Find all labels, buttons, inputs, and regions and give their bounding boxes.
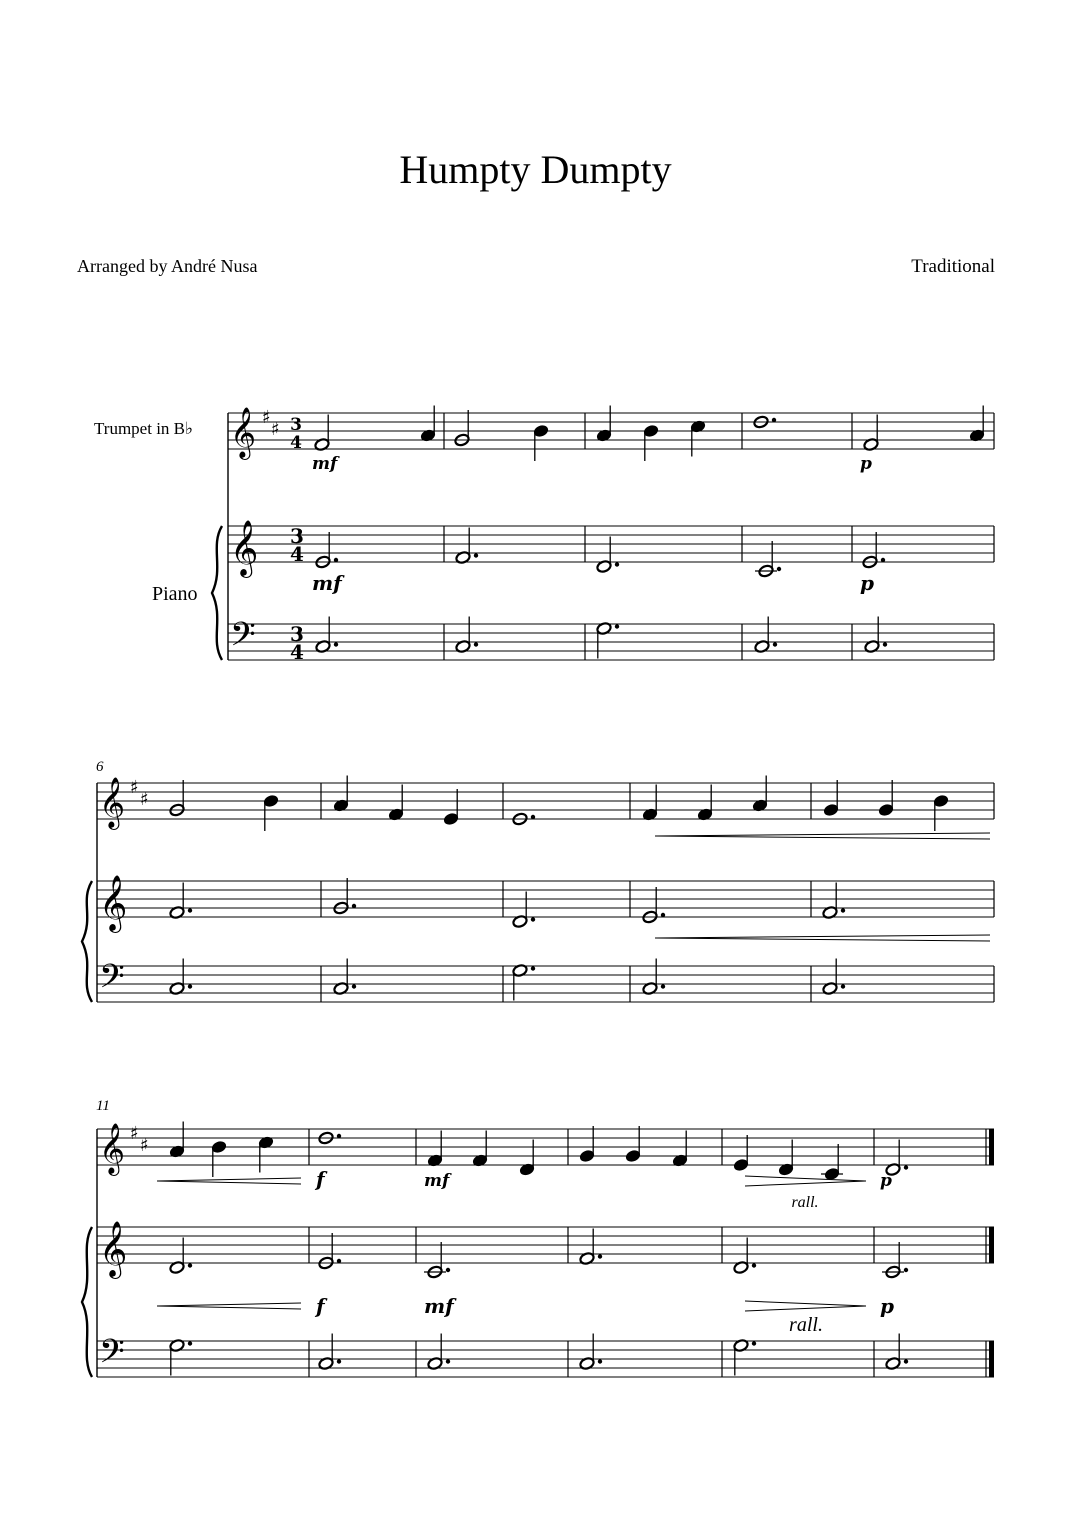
dynamic-mf: mf bbox=[424, 1294, 454, 1318]
augmentation-dot bbox=[841, 984, 845, 988]
dynamic-mf: mf bbox=[312, 454, 338, 474]
dynamic-p: p bbox=[880, 1171, 892, 1191]
composer-credit: Traditional bbox=[911, 256, 995, 277]
augmentation-dot bbox=[337, 1259, 341, 1263]
treble-clef: 𝄞 bbox=[99, 875, 128, 931]
augmentation-dot bbox=[474, 553, 478, 557]
augmentation-dot bbox=[531, 917, 535, 921]
crescendo-hairpin bbox=[157, 1306, 301, 1309]
bass-clef: 𝄢 bbox=[99, 1333, 125, 1379]
augmentation-dot bbox=[904, 1268, 908, 1272]
key-signature-sharp: ♯ bbox=[130, 1123, 139, 1144]
augmentation-dot bbox=[777, 567, 781, 571]
time-signature-denominator: 4 bbox=[290, 640, 304, 664]
piano-brace bbox=[212, 526, 222, 660]
key-signature-sharp: ♯ bbox=[262, 407, 271, 428]
measure-number: 11 bbox=[96, 1098, 110, 1114]
augmentation-dot bbox=[188, 908, 192, 912]
tempo-marking-rall: rall. bbox=[791, 1194, 819, 1211]
key-signature-sharp: ♯ bbox=[140, 1135, 149, 1156]
crescendo-hairpin bbox=[655, 935, 990, 938]
augmentation-dot bbox=[881, 558, 885, 562]
bass-clef: 𝄢 bbox=[99, 958, 125, 1004]
augmentation-dot bbox=[615, 624, 619, 628]
treble-clef: 𝄞 bbox=[99, 1221, 128, 1277]
final-barline bbox=[989, 1341, 994, 1377]
augmentation-dot bbox=[337, 1359, 341, 1363]
measure-number: 6 bbox=[96, 759, 104, 775]
dynamic-mf: mf bbox=[312, 571, 342, 595]
augmentation-dot bbox=[531, 815, 535, 819]
augmentation-dot bbox=[773, 642, 777, 646]
augmentation-dot bbox=[531, 966, 535, 970]
dynamic-f: f bbox=[316, 1294, 325, 1318]
crescendo-hairpin bbox=[157, 1303, 301, 1306]
piano-brace bbox=[82, 881, 92, 1002]
dynamic-p: p bbox=[860, 454, 872, 474]
augmentation-dot bbox=[188, 1263, 192, 1267]
dynamic-p: p bbox=[860, 571, 874, 595]
key-signature-sharp: ♯ bbox=[140, 789, 149, 810]
augmentation-dot bbox=[352, 984, 356, 988]
decrescendo-hairpin bbox=[745, 1306, 866, 1311]
time-signature-denominator: 4 bbox=[290, 433, 302, 453]
final-barline bbox=[989, 1227, 994, 1263]
instrument-name-piano: Piano bbox=[152, 583, 198, 605]
augmentation-dot bbox=[752, 1341, 756, 1345]
augmentation-dot bbox=[188, 984, 192, 988]
dynamic-f: f bbox=[316, 1167, 325, 1191]
augmentation-dot bbox=[661, 984, 665, 988]
decrescendo-hairpin bbox=[745, 1301, 866, 1306]
crescendo-hairpin bbox=[157, 1178, 301, 1181]
augmentation-dot bbox=[352, 904, 356, 908]
crescendo-hairpin bbox=[655, 938, 990, 941]
augmentation-dot bbox=[334, 558, 338, 562]
crescendo-hairpin bbox=[655, 836, 990, 839]
crescendo-hairpin bbox=[157, 1181, 301, 1184]
dynamic-p: p bbox=[880, 1294, 894, 1318]
dynamic-mf: mf bbox=[424, 1171, 450, 1191]
time-signature-numerator: 3 bbox=[290, 622, 304, 646]
treble-clef: 𝄞 bbox=[99, 777, 126, 828]
augmentation-dot bbox=[334, 642, 338, 646]
bass-clef: 𝄢 bbox=[230, 616, 256, 662]
piano-brace bbox=[82, 1227, 92, 1377]
augmentation-dot bbox=[598, 1359, 602, 1363]
key-signature-sharp: ♯ bbox=[271, 419, 280, 440]
augmentation-dot bbox=[188, 1341, 192, 1345]
augmentation-dot bbox=[841, 908, 845, 912]
crescendo-hairpin bbox=[655, 833, 990, 836]
augmentation-dot bbox=[904, 1165, 908, 1169]
augmentation-dot bbox=[904, 1359, 908, 1363]
augmentation-dot bbox=[772, 418, 776, 422]
augmentation-dot bbox=[883, 642, 887, 646]
final-barline bbox=[989, 1129, 994, 1165]
score-title: Humpty Dumpty bbox=[399, 147, 672, 192]
augmentation-dot bbox=[446, 1268, 450, 1272]
arranger-credit: Arranged by André Nusa bbox=[77, 256, 258, 276]
augmentation-dot bbox=[337, 1134, 341, 1138]
key-signature-sharp: ♯ bbox=[130, 777, 139, 798]
time-signature-denominator: 4 bbox=[290, 542, 304, 566]
instrument-name-trumpet: Trumpet in B♭ bbox=[94, 419, 194, 438]
time-signature-numerator: 3 bbox=[290, 415, 302, 435]
treble-clef: 𝄞 bbox=[230, 407, 257, 458]
treble-clef: 𝄞 bbox=[230, 520, 259, 576]
augmentation-dot bbox=[474, 642, 478, 646]
augmentation-dot bbox=[661, 913, 665, 917]
augmentation-dot bbox=[752, 1263, 756, 1267]
tempo-marking-rall: rall. bbox=[789, 1314, 823, 1336]
augmentation-dot bbox=[598, 1254, 602, 1258]
time-signature-numerator: 3 bbox=[290, 524, 304, 548]
augmentation-dot bbox=[446, 1359, 450, 1363]
decrescendo-hairpin bbox=[745, 1176, 866, 1181]
decrescendo-hairpin bbox=[745, 1181, 866, 1186]
treble-clef: 𝄞 bbox=[99, 1123, 126, 1174]
augmentation-dot bbox=[615, 562, 619, 566]
